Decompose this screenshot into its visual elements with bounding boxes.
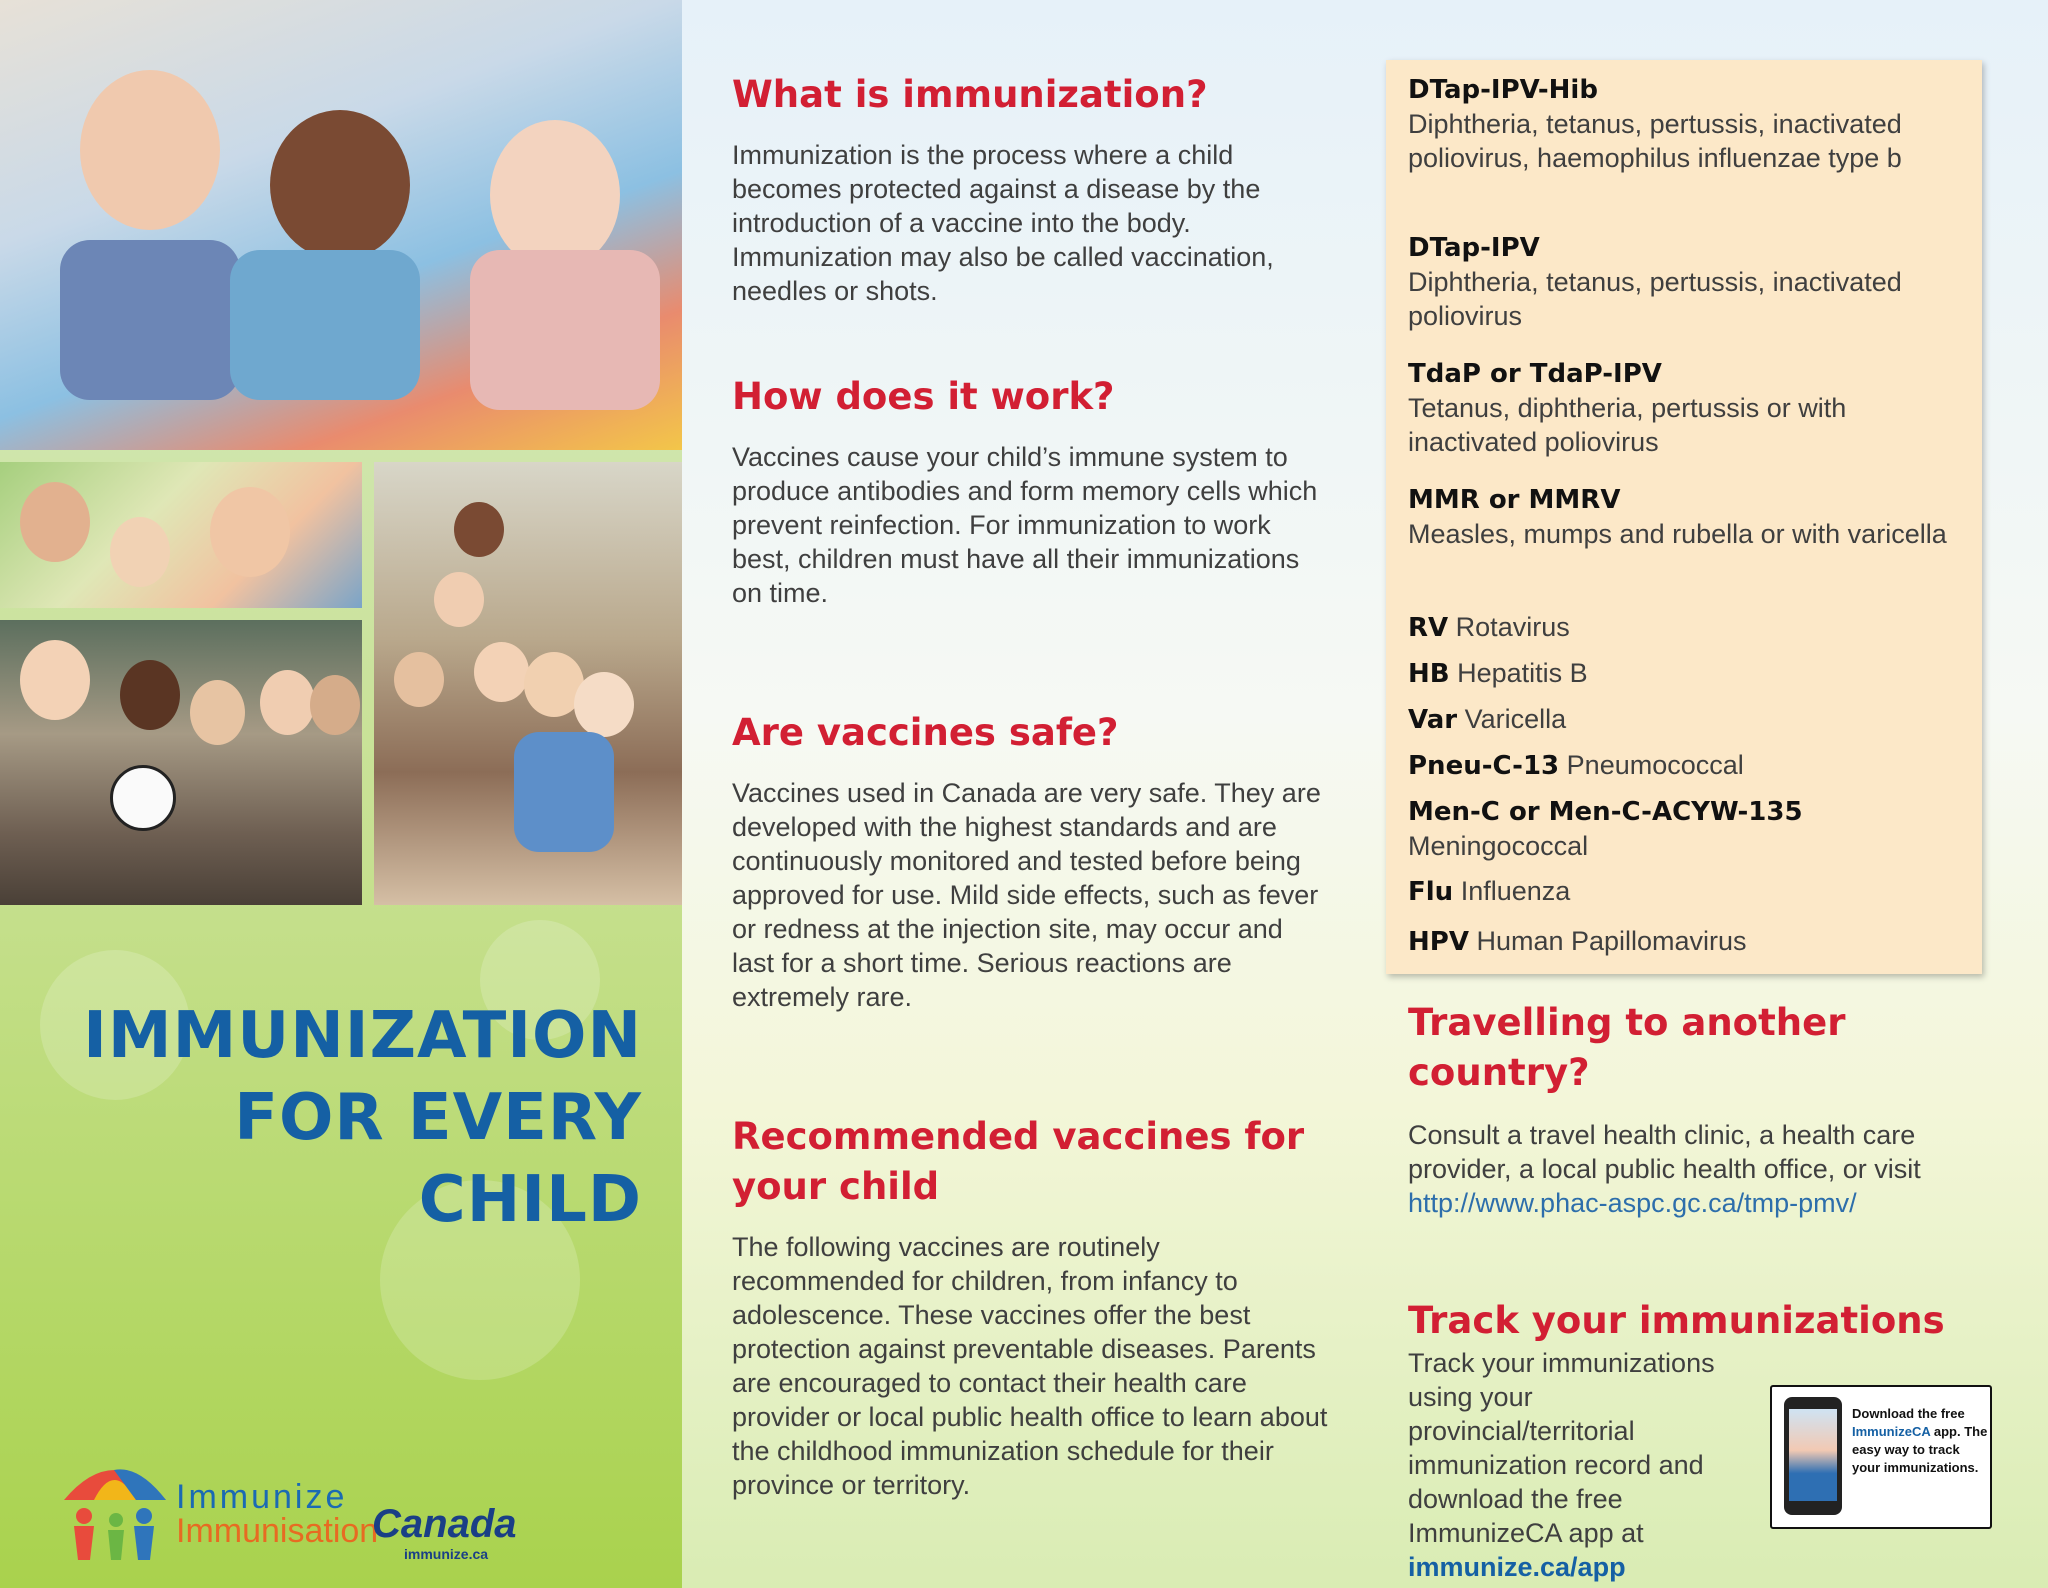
vaccine-code: DTap-IPV-Hib xyxy=(1408,75,1598,105)
photo-group-of-kids xyxy=(0,620,362,905)
umbrella-family-icon xyxy=(54,1450,174,1570)
vaccine-desc: Tetanus, diphtheria, pertussis or with inactivated poliovirus xyxy=(1408,393,1847,457)
heading-how-does-it-work: How does it work? xyxy=(732,375,1115,418)
vaccine-desc: Diphtheria, tetanus, pertussis, inactivated poliovirus, haemophilus influenzae type b xyxy=(1408,109,1902,173)
vaccine-item xyxy=(1408,702,1968,737)
vaccine-list-box xyxy=(1386,60,1982,974)
vaccine-item xyxy=(1408,230,1968,333)
logo-immunisation: Immunisation xyxy=(176,1512,379,1550)
travel-health-link[interactable]: http://www.phac-aspc.gc.ca/tmp-pmv/ xyxy=(1408,1188,1857,1218)
vaccine-item xyxy=(1408,72,1968,175)
vaccine-desc: Human Papillomavirus xyxy=(1476,926,1747,956)
photo-toddlers-playing xyxy=(0,0,682,450)
logo-immunize: Immunize xyxy=(176,1478,348,1516)
vaccine-desc: Diphtheria, tetanus, pertussis, inactivated poliovirus xyxy=(1408,267,1902,331)
logo-canada: Canada xyxy=(372,1502,517,1546)
body-track-immunizations xyxy=(1408,1346,1748,1584)
section-what-is-immunization xyxy=(732,70,1332,308)
main-title-line-3: CHILD xyxy=(418,1163,642,1237)
left-panel xyxy=(0,0,682,1588)
heading-travelling: Travelling to another country? xyxy=(1408,1001,1846,1094)
logo-url: immunize.ca xyxy=(404,1546,489,1562)
app-promo-line3: The easy way to track your immunizations. xyxy=(1852,1424,1988,1475)
phone-icon xyxy=(1784,1397,1842,1515)
photo-painted-hands xyxy=(0,462,362,608)
body-travelling-text: Consult a travel health clinic, a health care provider, a local public health office, or visit xyxy=(1408,1120,1921,1184)
vaccine-code: Men-C or Men-C-ACYW-135 xyxy=(1408,797,1803,827)
vaccine-item xyxy=(1408,610,1968,645)
vaccine-desc: Pneumococcal xyxy=(1566,750,1744,780)
vaccine-code: TdaP or TdaP-IPV xyxy=(1408,359,1662,389)
vaccine-desc: Meningococcal xyxy=(1408,831,1589,861)
immunize-canada-logo xyxy=(54,1450,517,1570)
vaccine-code: Pneu-C-13 xyxy=(1408,751,1560,781)
section-are-vaccines-safe xyxy=(732,708,1332,1014)
body-travelling xyxy=(1408,1118,1998,1220)
vaccine-code: HPV xyxy=(1408,927,1469,957)
heading-recommended-vaccines: Recommended vaccines for your child xyxy=(732,1115,1305,1208)
vaccine-item xyxy=(1408,874,1968,909)
vaccine-item xyxy=(1408,482,1968,551)
vaccine-code: Var xyxy=(1408,705,1458,735)
app-promo-line1: Download the free xyxy=(1852,1406,1965,1421)
body-are-vaccines-safe: Vaccines used in Canada are very safe. They are developed with the highest standards and are continuously monitored and tested before being approved for use. Mild side effects, such as fever or redness at the injection site, may occur and last for a short time. Serious reactions are extremely rare. xyxy=(732,778,1321,1012)
body-how-does-it-work: Vaccines cause your child’s immune system to produce antibodies and form memory cells which prevent reinfection. For immunization to work best, children must have all their immunizations on time. xyxy=(732,442,1318,608)
vaccine-code: HB xyxy=(1408,659,1450,689)
vaccine-desc: Measles, mumps and rubella or with varicella xyxy=(1408,519,1947,549)
main-title xyxy=(22,995,642,1241)
main-title-line-1: IMMUNIZATION xyxy=(83,999,642,1073)
vaccine-code: RV xyxy=(1408,613,1449,643)
heading-what-is-immunization: What is immunization? xyxy=(732,73,1208,116)
app-screen-icon xyxy=(1789,1409,1837,1501)
main-title-line-2: FOR EVERY xyxy=(234,1081,642,1155)
vaccine-desc: Influenza xyxy=(1460,876,1571,906)
photo-kids-on-slide xyxy=(374,462,682,905)
vaccine-item xyxy=(1408,748,1968,783)
vaccine-item xyxy=(1408,356,1968,459)
section-recommended-vaccines xyxy=(732,1112,1332,1502)
vaccine-code: DTap-IPV xyxy=(1408,233,1540,263)
section-how-does-it-work xyxy=(732,372,1332,610)
app-promo-name: ImmunizeCA xyxy=(1852,1424,1931,1439)
vaccine-desc: Varicella xyxy=(1464,704,1567,734)
immunize-app-link[interactable]: immunize.ca/app xyxy=(1408,1552,1626,1582)
app-promo-text xyxy=(1852,1405,1988,1477)
vaccine-code: MMR or MMRV xyxy=(1408,485,1621,515)
vaccine-item xyxy=(1408,924,1968,959)
vaccine-code: Flu xyxy=(1408,877,1454,907)
body-track-text: Track your immunizations using your provincial/territorial immunization record and download the free ImmunizeCA app at xyxy=(1408,1348,1715,1548)
body-what-is-immunization: Immunization is the process where a child becomes protected against a disease by the introduction of a vaccine into the body. Immunization may also be called vaccination, needles or shots. xyxy=(732,140,1274,306)
heading-track-immunizations: Track your immunizations xyxy=(1408,1299,1945,1342)
app-promo-box[interactable] xyxy=(1770,1385,1992,1529)
section-travelling xyxy=(1408,998,1998,1220)
vaccine-item xyxy=(1408,656,1968,691)
vaccine-desc: Hepatitis B xyxy=(1457,658,1588,688)
heading-are-vaccines-safe: Are vaccines safe? xyxy=(732,711,1119,754)
vaccine-desc: Rotavirus xyxy=(1455,612,1570,642)
body-recommended-vaccines: The following vaccines are routinely recommended for children, from infancy to adolescence. These vaccines offer the best protection against preventable diseases. Parents are encouraged to contact their health care provider or local public health office to learn about the childhood immunization schedule for their province or territory. xyxy=(732,1232,1328,1500)
vaccine-item xyxy=(1408,794,1968,863)
app-promo-line2: app. xyxy=(1933,1424,1961,1439)
